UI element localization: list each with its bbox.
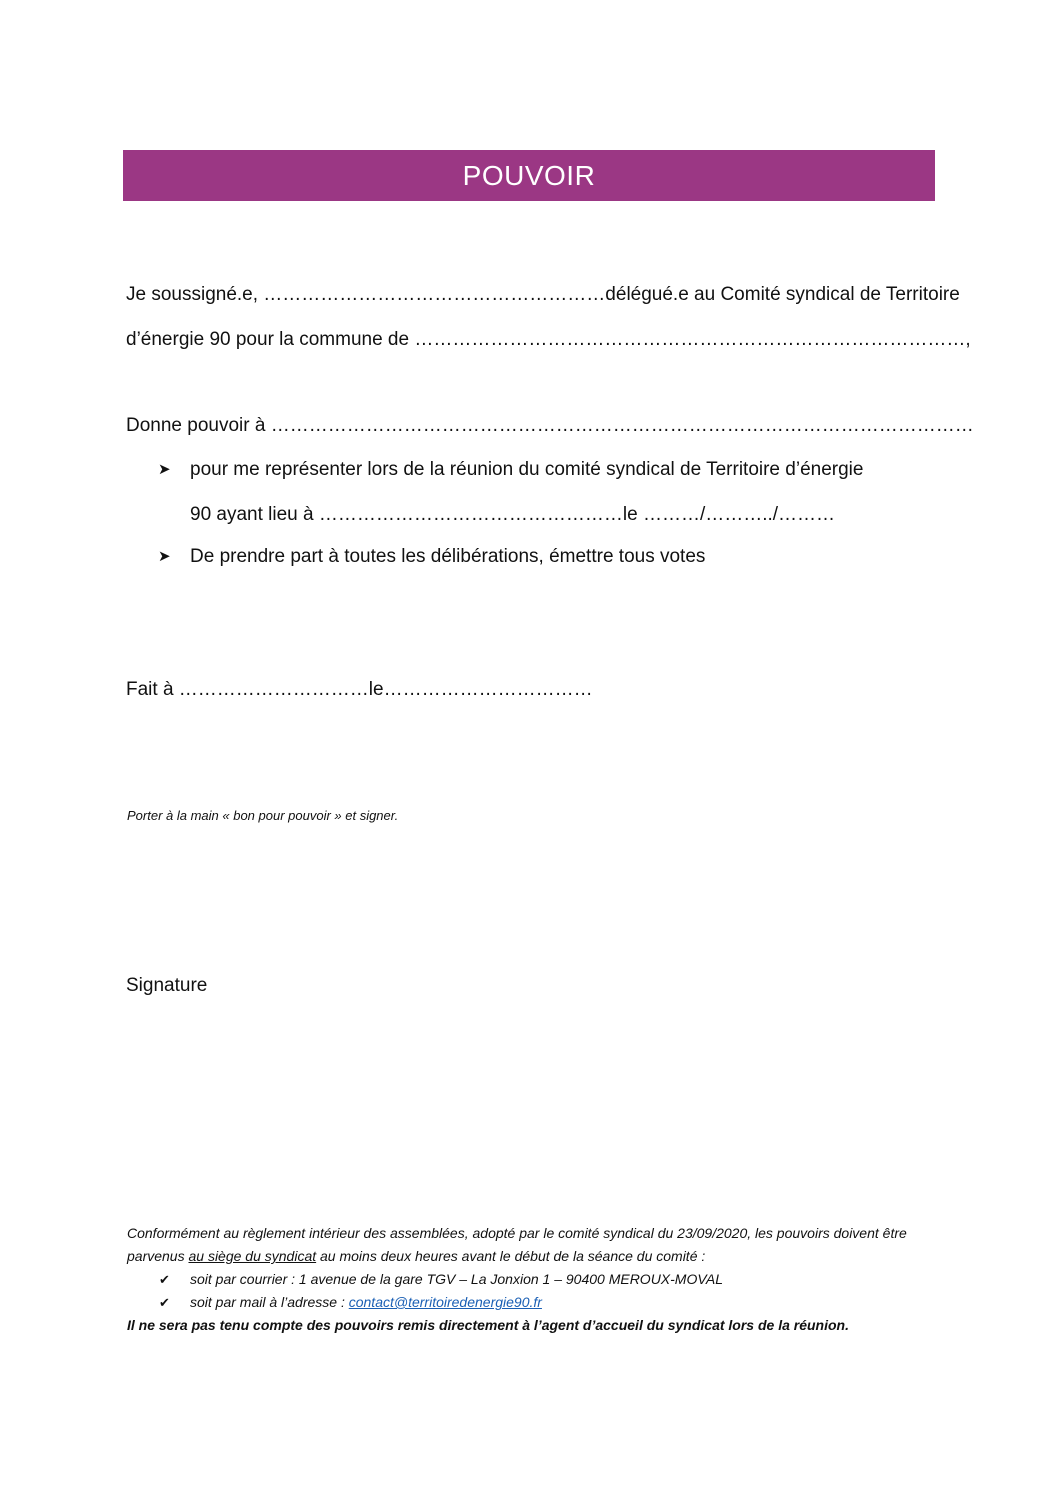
check-icon: ✔ — [159, 1272, 170, 1287]
footer-mail-option: ✔ soit par courrier : 1 avenue de la gare TGV – La Jonxion 1 – 90400 MEROUX-MOVAL — [127, 1268, 939, 1291]
bullet-represent — [158, 459, 863, 481]
undersigned-line: Je soussigné.e, ………………………………………………délégué.e au Comité syndical de Territoire — [126, 284, 960, 305]
footer-warning: Il ne sera pas tenu compte des pouvoirs remis directement à l’agent d’accueil du syndicat lors de la réunion. — [127, 1317, 849, 1333]
footer-underlined-text: au siège du syndicat — [188, 1248, 317, 1264]
email-link[interactable]: contact@territoiredenergie90.fr — [348, 1294, 542, 1310]
place-date-line: Fait à …………………………le…………………………… — [126, 679, 593, 700]
check-icon: ✔ — [159, 1295, 170, 1310]
bullet-represent-text: pour me représenter lors de la réunion du comité syndical de Territoire d’énergie — [190, 459, 864, 480]
page-title: POUVOIR — [123, 150, 935, 201]
signature-label: Signature — [126, 975, 208, 996]
footer-intro: Conformément au règlement intérieur des assemblées, adopté par le comité syndical du 23/09/2020, les pouvoirs doivent être parvenus au siège du syndicat au moins deux heures avant le début de la séance du comité : — [127, 1225, 907, 1264]
commune-line: d’énergie 90 pour la commune de ……………………………………………………………………………, — [126, 329, 971, 350]
arrow-bullet-icon: ➤ — [158, 548, 171, 565]
meeting-place-date-line: 90 ayant lieu à …………………………………………le ………/………../……… — [190, 504, 836, 525]
footer-email-option: ✔ soit par mail à l’adresse : contact@territoiredenergie90.fr — [127, 1291, 939, 1314]
hand-note: Porter à la main « bon pour pouvoir » et signer. — [127, 808, 399, 823]
bullet-deliberations — [158, 546, 705, 568]
bullet-deliberations-text: De prendre part à toutes les délibérations, émettre tous votes — [190, 546, 706, 567]
proxy-holder-line: Donne pouvoir à ………………………………………………………………………………………………… — [126, 415, 974, 436]
arrow-bullet-icon: ➤ — [158, 461, 171, 478]
footer-notice — [127, 1222, 939, 1337]
